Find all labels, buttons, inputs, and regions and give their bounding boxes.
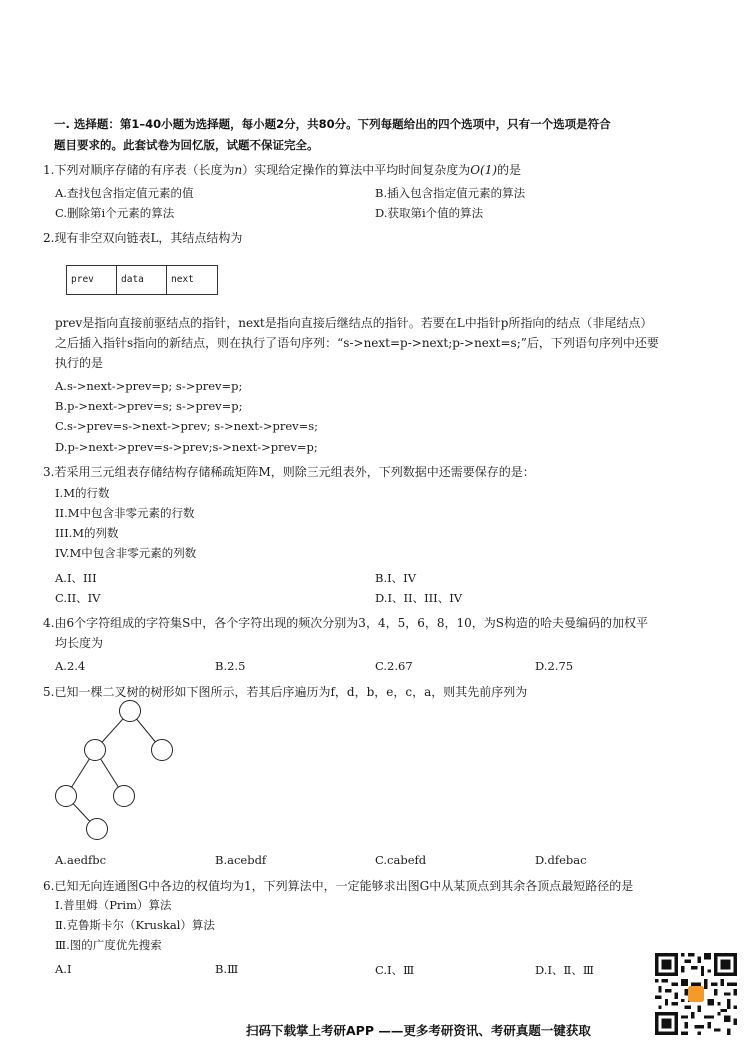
q2-desc-line3: 执行的是 [55,356,104,370]
q4-option-d[interactable]: D.2.75 [535,659,574,673]
tree-node [152,740,173,761]
q6-item-3: Ⅲ.图的广度优先搜索 [55,938,162,952]
qr-code-image[interactable] [655,953,737,1035]
struct-field-next: next [171,274,194,285]
q3-stem: 3.若采用三元组表存储结构存储稀疏矩阵M，则除三元组表外，下列数据中还需要保存的是： [43,465,535,479]
section-heading-line1: 一. 选择题：第1–40小题为选择题，每小题2分，共80分。下列每题给出的四个选项中，只有一个选项是符合 [54,117,611,131]
struct-field-data: data [117,266,167,294]
tree-node [87,819,108,840]
q6-option-d[interactable]: D.Ⅰ、Ⅱ、Ⅲ [535,963,594,977]
q3-item-4: IV.M中包含非零元素的列数 [55,546,197,560]
q3-item-1: I.M的行数 [55,486,110,500]
tree-node [114,786,135,807]
o-symbol: O(1) [470,163,498,177]
struct-field-prev: prev [67,266,117,294]
q6-item-2: Ⅱ.克鲁斯卡尔（Kruskal）算法 [55,918,215,932]
q5-option-d[interactable]: D.dfebac [535,853,587,867]
q2-option-c[interactable]: C.s->prev=s->next->prev; s->next->prev=s; [55,419,319,433]
q5-option-b[interactable]: B.acebdf [215,853,267,867]
q2-option-d[interactable]: D.p->next->prev=s->prev;s->next->prev=p; [55,440,318,454]
q6-stem: 6.已知无向连通图G中各边的权值均为1，下列算法中，一定能够求出图G中从某顶点到其余各顶点最短路径的是 [43,879,634,893]
footer-promo-text: 扫码下载掌上考研APP ——更多考研资讯、考研真题一键获取 [246,1023,591,1038]
q4-stem-line2: 均长度为 [55,636,104,650]
q3-item-3: III.M的列数 [55,526,119,540]
q2-desc-line1: prev是指向直接前驱结点的指针，next是指向直接后继结点的指针。若要在L中指针p所指向的结点（非尾结点） [55,316,653,330]
q5-stem: 5.已知一棵二叉树的树形如下图所示，若其后序遍历为f，d，b，e，c，a，则其先前序列为 [43,685,528,699]
q1-option-c[interactable]: C.删除第i个元素的算法 [55,206,175,220]
section-heading-line2: 题目要求的。此套试卷为回忆版，试题不保证完全。 [54,138,319,152]
tree-node [56,786,77,807]
q2-option-a[interactable]: A.s->next->prev=p; s->prev=p; [55,379,243,393]
app-logo-icon [688,986,704,1002]
q6-option-a[interactable]: A.Ⅰ [55,962,72,976]
node-structure-table [66,265,218,295]
q4-stem-line1: 4.由6个字符组成的字符集S中，各个字符出现的频次分别为3，4，5，6，8，10，为S构造的哈夫曼编码的加权平 [43,616,648,630]
tree-node-root [120,701,141,722]
q3-option-d[interactable]: D.I、II、III、IV [375,591,463,605]
binary-tree-diagram [40,695,200,850]
q6-option-b[interactable]: B.Ⅲ [215,962,239,976]
q3-option-c[interactable]: C.II、IV [55,591,101,605]
q2-stem: 2.现有非空双向链表L，其结点结构为 [43,231,243,245]
q1-stem: 1.下列对顺序存储的有序表（长度为n）实现给定操作的算法中平均时间复杂度为O(1)的是 [43,163,522,177]
n-symbol: n [234,163,243,177]
q3-item-2: II.M中包含非零元素的行数 [55,506,195,520]
q4-option-a[interactable]: A.2.4 [55,659,86,673]
tree-node [85,740,106,761]
q1-option-b[interactable]: B.插入包含指定值元素的算法 [375,186,526,200]
q3-option-b[interactable]: B.I、IV [375,571,416,585]
q5-option-c[interactable]: C.cabefd [375,853,427,867]
q6-item-1: Ⅰ.普里姆（Prim）算法 [55,898,172,912]
q1-option-d[interactable]: D.获取第i个值的算法 [375,206,484,220]
q6-option-c[interactable]: C.Ⅰ、Ⅲ [375,963,415,977]
q5-option-a[interactable]: A.aedfbc [55,853,107,867]
q3-option-a[interactable]: A.I、III [55,571,97,585]
q1-option-a[interactable]: A.查找包含指定值元素的值 [55,186,194,200]
q2-option-b[interactable]: B.p->next->prev=s; s->prev=p; [55,399,243,413]
q4-option-b[interactable]: B.2.5 [215,659,246,673]
q4-option-c[interactable]: C.2.67 [375,659,413,673]
q2-desc-line2: 之后插入指针s指向的新结点，则在执行了语句序列：“s->next=p->next;p->next=s;”后，下列语句序列中还要 [55,336,659,350]
